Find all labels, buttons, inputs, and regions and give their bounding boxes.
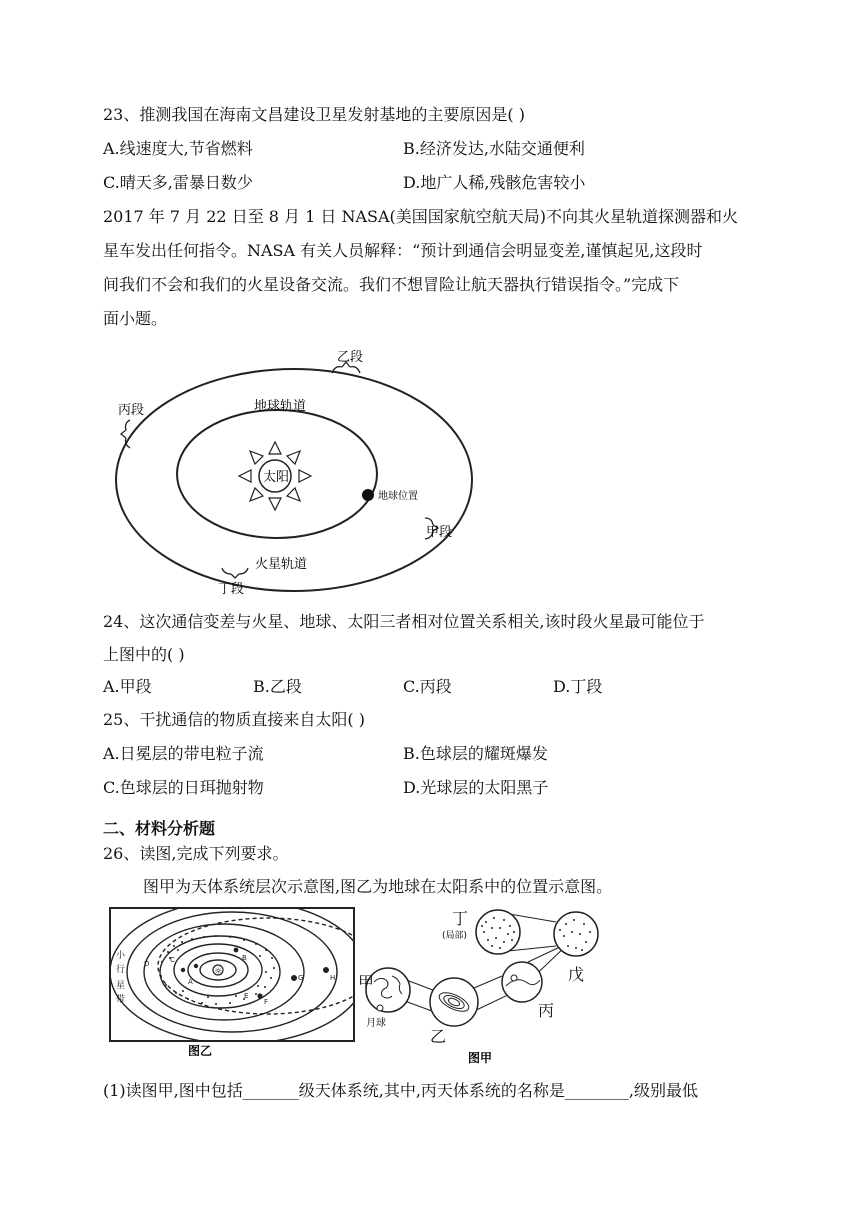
label-xing2: 星 — [116, 981, 126, 991]
label-earth-position: 地球位置 — [378, 491, 418, 502]
q25-option-c: C.色球层的日珥抛射物 — [103, 778, 264, 797]
planet-letter-g: G — [298, 974, 304, 982]
caption-figure-yi: 图乙 — [188, 1044, 213, 1056]
planet-letter-f: F — [264, 998, 269, 1006]
q23-option-a: A.线速度大,节省燃料 — [103, 139, 253, 158]
label-ding: 丁段 — [218, 582, 245, 597]
label-mars-orbit: 火星轨道 — [255, 557, 308, 572]
segment-ding-bracket — [222, 568, 248, 578]
q26-intro: 图甲为天体系统层次示意图,图乙为地球在太阳系中的位置示意图。 — [143, 877, 613, 896]
q23-option-d: D.地广人稀,残骸危害较小 — [403, 173, 586, 192]
q23-stem: 23、推测我国在海南文昌建设卫星发射基地的主要原因是( ) — [103, 105, 525, 124]
label-yi: 乙段 — [337, 350, 364, 365]
q25-option-a: A.日冕层的带电粒子流 — [103, 744, 264, 763]
planet-letter-h: H — [330, 974, 336, 982]
label-xing: 行 — [116, 965, 126, 975]
planet-letter-d: D — [144, 960, 150, 968]
passage-line-2: 星车发出任何指令。NASA 有关人员解释：“预计到通信会明显变差,谨慎起见,这段时 — [103, 241, 703, 260]
figure-jia-hierarchy — [356, 904, 616, 1066]
q25-option-d: D.光球层的太阳黑子 — [403, 778, 549, 797]
earth-position-dot — [362, 489, 374, 501]
planet-letter-c: C — [170, 956, 175, 964]
label-ding: 丁 — [452, 909, 469, 928]
label-dai: 带 — [116, 995, 126, 1005]
solar-system-yi — [430, 978, 478, 1026]
label-jia: 甲段 — [426, 525, 453, 540]
q24-option-a: A.甲段 — [103, 677, 152, 696]
q24-stem-line-1: 24、这次通信变差与火星、地球、太阳三者相对位置关系相关,该时段火星最可能位于 — [103, 612, 705, 631]
label-bing: 丙 — [538, 1001, 555, 1020]
system-bing — [502, 962, 542, 1002]
passage-line-4: 面小题。 — [103, 309, 168, 328]
q23-option-b: B.经济发达,水陆交通便利 — [403, 139, 585, 158]
label-xiao: 小 — [116, 951, 126, 961]
label-jubu: (局部) — [442, 931, 468, 941]
q26-stem: 26、读图,完成下列要求。 — [103, 844, 289, 863]
segment-bing-bracket — [121, 420, 130, 448]
label-moon: 月球 — [366, 1018, 386, 1029]
q26-sub1: (1)读图甲,图中包括_______级天体系统,其中,丙天体系统的名称是________,级别最低 — [103, 1081, 699, 1100]
q24-option-d: D.丁段 — [553, 677, 603, 696]
label-sun: 太阳 — [263, 470, 290, 485]
q25-option-b: B.色球层的耀斑爆发 — [403, 744, 548, 763]
caption-figure-jia: 图甲 — [468, 1051, 493, 1065]
section-heading: 二、材料分析题 — [103, 819, 216, 838]
universe-wu — [554, 912, 598, 956]
passage-line-3: 间我们不会和我们的火星设备交流。我们不想冒险让航天器执行错误指令。”完成下 — [103, 275, 680, 294]
orbit-figure — [110, 340, 480, 600]
figure-yi-solar-system — [108, 906, 358, 1056]
planet-letter-e: E — [244, 992, 249, 1000]
planet-letter-b: B — [242, 954, 247, 962]
planet-letter-a: A — [188, 978, 193, 986]
q24-option-c: C.丙段 — [403, 677, 452, 696]
label-yi: 乙 — [430, 1027, 447, 1046]
label-earth-orbit: 地球轨道 — [254, 399, 307, 414]
passage-line-1: 2017 年 7 月 22 日至 8 月 1 日 NASA(美国国家航空航天局)不向其火星轨道探测器和火 — [103, 207, 739, 226]
q25-stem: 25、干扰通信的物质直接来自太阳( ) — [103, 710, 365, 729]
label-wu: 戊 — [568, 965, 585, 984]
q24-option-b: B.乙段 — [253, 677, 302, 696]
svg-text:☼: ☼ — [214, 967, 223, 977]
label-jia: 甲 — [358, 973, 375, 992]
label-bing: 丙段 — [118, 403, 145, 418]
q23-option-c: C.晴天多,雷暴日数少 — [103, 173, 253, 192]
q24-stem-line-2: 上图中的( ) — [103, 645, 185, 664]
